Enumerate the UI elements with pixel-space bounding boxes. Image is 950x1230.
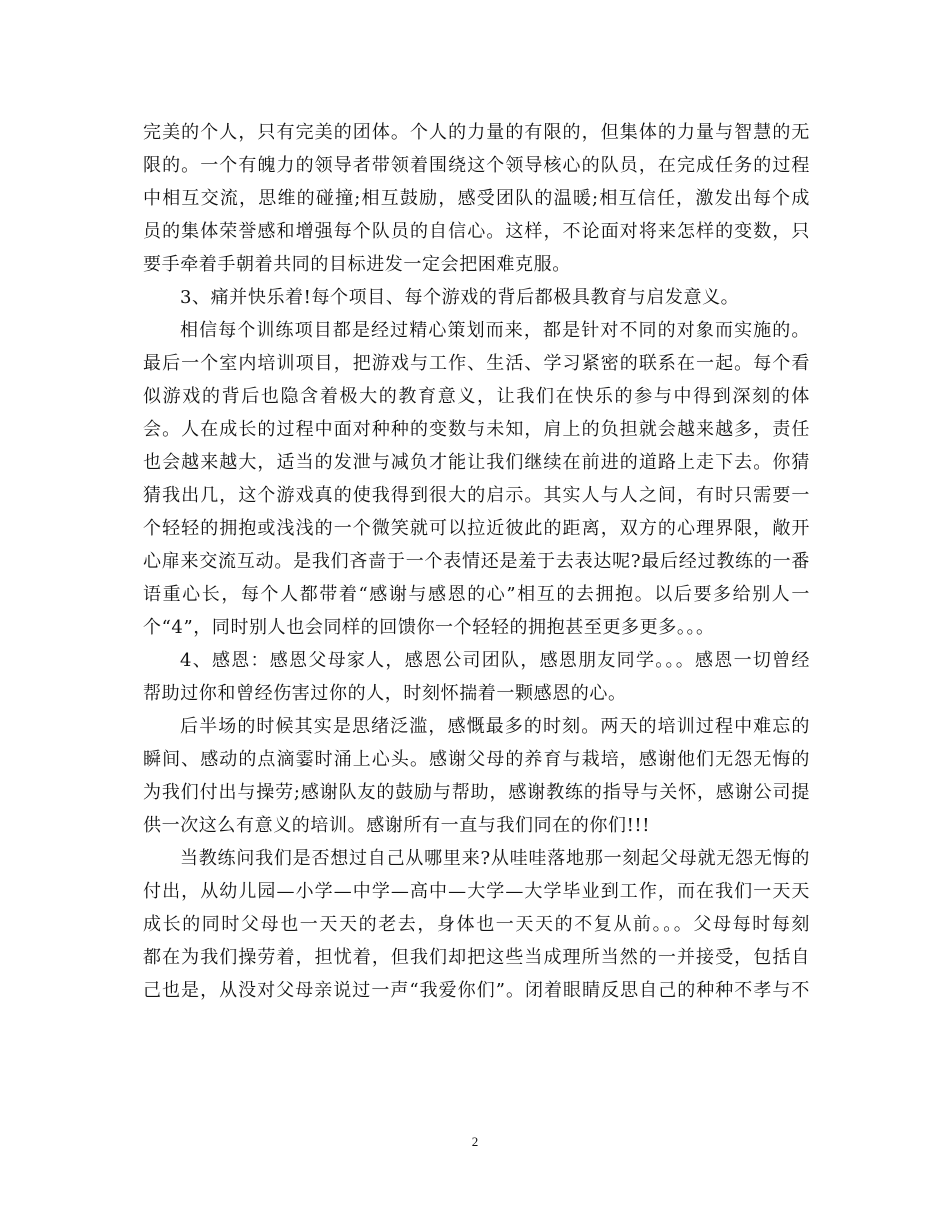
text-line: 4、感恩：感恩父母家人，感恩公司团队，感恩朋友同学。。。感恩一切曾经 xyxy=(180,650,810,671)
text-line: 相信每个训练项目都是经过精心策划而来，都是针对不同的对象而实施的。 xyxy=(180,320,810,341)
text-line: 猜我出几，这个游戏真的使我得到很大的启示。其实人与人之间，有时只需要一 xyxy=(143,485,810,506)
text-line: 员的集体荣誉感和增强每个队员的自信心。这样，不论面对将来怎样的变数，只 xyxy=(143,221,810,242)
text-line: 瞬间、感动的点滴霎时涌上心头。感谢父母的养育与栽培，感谢他们无怨无悔的 xyxy=(143,749,810,770)
text-line: 己也是，从没对父母亲说过一声“我爱你们”。闭着眼睛反思自己的种种不孝与不 xyxy=(143,980,810,1001)
text-line: 帮助过你和曾经伤害过你的人，时刻怀揣着一颗感恩的心。 xyxy=(143,683,627,704)
text-line: 限的。一个有魄力的领导者带领着围绕这个领导核心的队员，在完成任务的过程 xyxy=(143,155,810,176)
text-line: 供一次这么有意义的培训。感谢所有一直与我们同在的你们!!! xyxy=(143,815,651,836)
text-line: 心扉来交流互动。是我们吝啬于一个表情还是羞于去表达呢?最后经过教练的一番 xyxy=(143,551,810,572)
text-line: 会。人在成长的过程中面对种种的变数与未知，肩上的负担就会越来越多，责任 xyxy=(143,419,810,440)
page-number: 2 xyxy=(471,1134,479,1149)
text-line: 最后一个室内培训项目，把游戏与工作、生活、学习紧密的联系在一起。每个看 xyxy=(143,353,810,374)
text-line: 语重心长，每个人都带着“感谢与感恩的心”相互的去拥抱。以后要多给别人一 xyxy=(143,584,810,605)
text-line: 完美的个人，只有完美的团体。个人的力量的有限的，但集体的力量与智慧的无 xyxy=(143,122,810,143)
text-line: 个轻轻的拥抱或浅浅的一个微笑就可以拉近彼此的距离，双方的心理界限，敞开 xyxy=(143,518,810,539)
text-line: 后半场的时候其实是思绪泛滥，感慨最多的时刻。两天的培训过程中难忘的 xyxy=(180,716,810,737)
text-line: 要手牵着手朝着共同的目标进发一定会把困难克服。 xyxy=(143,254,571,275)
text-line: 当教练问我们是否想过自己从哪里来?从哇哇落地那一刻起父母就无怨无悔的 xyxy=(180,848,810,869)
text-line: 成长的同时父母也一天天的老去，身体也一天天的不复从前。。。父母每时每刻 xyxy=(143,914,810,935)
text-line: 都在为我们操劳着，担忧着，但我们却把这些当成理所当然的一并接受，包括自 xyxy=(143,947,810,968)
text-line: 也会越来越大，适当的发泄与减负才能让我们继续在前进的道路上走下去。你猜 xyxy=(143,452,810,473)
text-line: 为我们付出与操劳;感谢队友的鼓励与帮助，感谢教练的指导与关怀，感谢公司提 xyxy=(143,782,810,803)
text-line: 个“4”，同时别人也会同样的回馈你一个轻轻的拥抱甚至更多更多。。。 xyxy=(143,617,715,638)
text-line: 中相互交流，思维的碰撞;相互鼓励，感受团队的温暖;相互信任，激发出每个成 xyxy=(143,188,810,209)
body-text xyxy=(143,116,810,1007)
text-line: 付出，从幼儿园—小学—中学—高中—大学—大学毕业到工作，而在我们一天天 xyxy=(143,881,810,902)
text-line: 3、痛并快乐着!每个项目、每个游戏的背后都极具教育与启发意义。 xyxy=(180,287,740,308)
text-line: 似游戏的背后也隐含着极大的教育意义，让我们在快乐的参与中得到深刻的体 xyxy=(143,386,810,407)
